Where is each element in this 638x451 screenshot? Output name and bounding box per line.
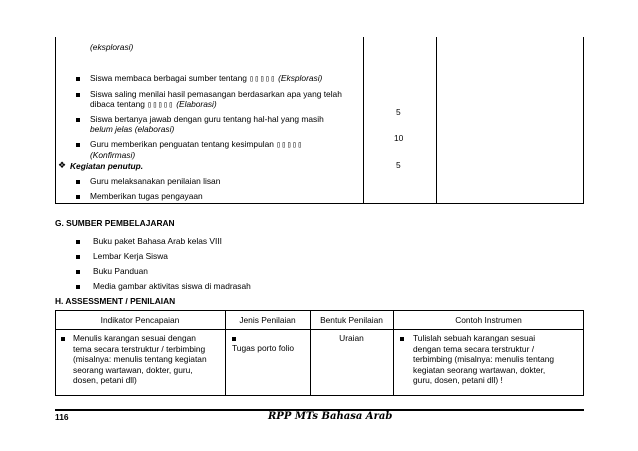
bullet-icon bbox=[76, 118, 80, 122]
header-jenis: Jenis Penilaian bbox=[239, 315, 296, 325]
activity-note: (eksplorasi) bbox=[90, 42, 134, 52]
bullet-icon bbox=[76, 285, 80, 289]
header-indikator: Indikator Pencapaian bbox=[100, 315, 180, 325]
resource-item: Media gambar aktivitas siswa di madrasah bbox=[93, 281, 251, 291]
assessment-header-divider bbox=[55, 329, 584, 330]
resource-item: Buku Panduan bbox=[93, 266, 148, 276]
jenis-cell: Tugas porto folio bbox=[232, 343, 295, 353]
activity-item: Siswa saling menilai hasil pemasangan berdasarkan apa yang telah bbox=[90, 89, 342, 99]
activity-item-cont: (Konfirmasi) bbox=[90, 150, 136, 160]
bullet-icon bbox=[76, 93, 80, 97]
bullet-icon bbox=[76, 143, 80, 147]
activity-item: Siswa membaca berbagai sumber tentang ▯▯▯▯▯ (Eksplorasi) bbox=[90, 73, 323, 83]
page-number: 116 bbox=[55, 412, 69, 422]
diamond-bullet-icon: ❖ bbox=[58, 160, 67, 170]
bullet-icon bbox=[76, 240, 80, 244]
indikator-cell: Menulis karangan sesuai dengan tema secara terstruktur / terbimbing (misalnya: menulis tentang kegiatan seorang wartawan, dokter, guru, dosen, petani dll) bbox=[73, 333, 207, 385]
missing-glyph-icon: ▯▯▯▯▯ bbox=[249, 74, 276, 83]
bullet-icon bbox=[76, 195, 80, 199]
top-table-divider-2 bbox=[436, 37, 437, 204]
activity-item: Memberikan tugas pengayaan bbox=[90, 191, 203, 201]
bullet-icon bbox=[232, 337, 236, 341]
section-g-title: G. SUMBER PEMBELAJARAN bbox=[55, 218, 175, 228]
activity-item: Guru melaksanakan penilaian lisan bbox=[90, 176, 221, 186]
bullet-icon bbox=[76, 255, 80, 259]
header-bentuk: Bentuk Penilaian bbox=[320, 315, 383, 325]
resource-item: Buku paket Bahasa Arab kelas VIII bbox=[93, 236, 222, 246]
resource-item: Lembar Kerja Siswa bbox=[93, 251, 168, 261]
bentuk-cell: Uraian bbox=[339, 333, 364, 343]
time-value: 5 bbox=[396, 107, 401, 117]
contoh-cell: Tulislah sebuah karangan sesuai dengan tema secara terstruktur / terbimbing (misalnya: menulis tentang kegiatan seorang wartawan, dokter, guru, dosen, petani dll) ! bbox=[413, 333, 555, 385]
time-value: 10 bbox=[394, 133, 404, 143]
time-value: 5 bbox=[396, 160, 401, 170]
bullet-icon bbox=[76, 180, 80, 184]
document-title: RPP MTs Bahasa Arab bbox=[268, 411, 393, 422]
closing-activity-heading: Kegiatan penutup. bbox=[70, 161, 144, 171]
missing-glyph-icon: ▯▯▯▯▯ bbox=[147, 100, 174, 109]
missing-glyph-icon: ▯▯▯▯▯ bbox=[276, 140, 303, 149]
activity-item-cont: dibaca tentang ▯▯▯▯▯ (Elaborasi) bbox=[90, 99, 217, 109]
top-table-divider-1 bbox=[363, 37, 364, 204]
bullet-icon bbox=[76, 270, 80, 274]
bullet-icon bbox=[76, 77, 80, 81]
header-contoh: Contoh Instrumen bbox=[455, 315, 522, 325]
section-h-title: H. ASSESSMENT / PENILAIAN bbox=[55, 296, 176, 306]
bullet-icon bbox=[400, 337, 404, 341]
activity-item-cont: belum jelas (elaborasi) bbox=[90, 124, 175, 134]
activity-item: Siswa bertanya jawab dengan guru tentang hal-hal yang masih bbox=[90, 114, 324, 124]
bullet-icon bbox=[61, 337, 65, 341]
activity-item: Guru memberikan penguatan tentang kesimpulan ▯▯▯▯▯ bbox=[90, 139, 303, 149]
